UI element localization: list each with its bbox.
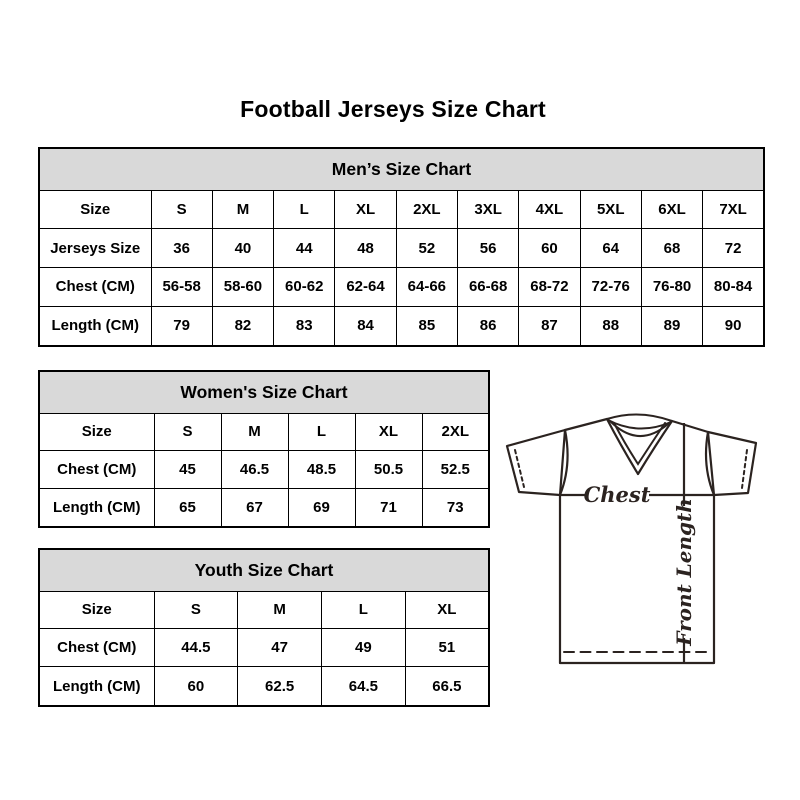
cell-value: 68	[641, 229, 702, 268]
row-label: Size	[39, 413, 154, 451]
cell-value: L	[322, 591, 406, 629]
cell-value: 89	[641, 306, 702, 346]
row-label: Jerseys Size	[39, 229, 151, 268]
cell-value: 60-62	[274, 267, 335, 306]
cell-value: 84	[335, 306, 396, 346]
cell-value: 82	[212, 306, 273, 346]
cell-value: 64	[580, 229, 641, 268]
cell-value: 46.5	[221, 451, 288, 489]
cell-value: 62.5	[238, 667, 322, 706]
cell-value: 76-80	[641, 267, 702, 306]
cell-value: 44.5	[154, 629, 238, 667]
table-row	[39, 190, 764, 229]
row-label: Size	[39, 591, 154, 629]
cell-value: 48	[335, 229, 396, 268]
table-row	[39, 451, 489, 489]
cell-value: XL	[355, 413, 422, 451]
cell-value: 83	[274, 306, 335, 346]
cell-value: 73	[422, 488, 489, 527]
cell-value: XL	[405, 591, 489, 629]
row-label: Length (CM)	[39, 306, 151, 346]
cell-value: 6XL	[641, 190, 702, 229]
row-label: Chest (CM)	[39, 629, 154, 667]
row-label: Length (CM)	[39, 488, 154, 527]
cell-value: 68-72	[519, 267, 580, 306]
table-row	[39, 267, 764, 306]
cell-value: 87	[519, 306, 580, 346]
cell-value: 56-58	[151, 267, 212, 306]
table-row	[39, 413, 489, 451]
cell-value: 80-84	[703, 267, 764, 306]
youth-size-table	[38, 548, 490, 707]
cell-value: 85	[396, 306, 457, 346]
cell-value: 60	[154, 667, 238, 706]
table-row	[39, 488, 489, 527]
cell-value: 64.5	[322, 667, 406, 706]
table-header-row	[39, 371, 489, 413]
cell-value: 66-68	[457, 267, 518, 306]
chest-label: Chest	[583, 482, 651, 507]
row-label: Chest (CM)	[39, 451, 154, 489]
jersey-measurement-diagram	[503, 402, 775, 679]
cell-value: S	[154, 413, 221, 451]
cell-value: 7XL	[703, 190, 764, 229]
size-table	[38, 147, 765, 347]
cell-value: 86	[457, 306, 518, 346]
cell-value: M	[212, 190, 273, 229]
cell-value: 71	[355, 488, 422, 527]
cell-value: 47	[238, 629, 322, 667]
cell-value: 4XL	[519, 190, 580, 229]
size-table	[38, 370, 490, 528]
cell-value: M	[238, 591, 322, 629]
table-title: Youth Size Chart	[39, 549, 489, 591]
cell-value: 67	[221, 488, 288, 527]
cell-value: S	[154, 591, 238, 629]
cell-value: 58-60	[212, 267, 273, 306]
cell-value: 79	[151, 306, 212, 346]
table-row	[39, 629, 489, 667]
table-row	[39, 306, 764, 346]
cell-value: 52	[396, 229, 457, 268]
page-title: Football Jerseys Size Chart	[240, 96, 546, 122]
table-row	[39, 667, 489, 706]
row-label: Chest (CM)	[39, 267, 151, 306]
cell-value: 51	[405, 629, 489, 667]
cell-value: 40	[212, 229, 273, 268]
table-header-row	[39, 549, 489, 591]
size-table	[38, 548, 490, 707]
mens-size-table	[38, 147, 765, 347]
cell-value: 3XL	[457, 190, 518, 229]
cell-value: 69	[288, 488, 355, 527]
cell-value: 72-76	[580, 267, 641, 306]
cell-value: S	[151, 190, 212, 229]
table-header-row	[39, 148, 764, 190]
table-row	[39, 591, 489, 629]
cell-value: 50.5	[355, 451, 422, 489]
jersey-left-sleeve	[507, 430, 565, 495]
cell-value: XL	[335, 190, 396, 229]
cell-value: 5XL	[580, 190, 641, 229]
collar-top-arc	[607, 414, 672, 421]
jersey-right-sleeve	[708, 432, 756, 495]
cell-value: M	[221, 413, 288, 451]
row-label: Length (CM)	[39, 667, 154, 706]
cell-value: 45	[154, 451, 221, 489]
cell-value: L	[288, 413, 355, 451]
cell-value: 65	[154, 488, 221, 527]
row-label: Size	[39, 190, 151, 229]
cell-value: 36	[151, 229, 212, 268]
cell-value: 72	[703, 229, 764, 268]
cell-value: 66.5	[405, 667, 489, 706]
cell-value: 44	[274, 229, 335, 268]
womens-size-table	[38, 370, 490, 528]
cell-value: 62-64	[335, 267, 396, 306]
cell-value: L	[274, 190, 335, 229]
table-title: Women's Size Chart	[39, 371, 489, 413]
cell-value: 49	[322, 629, 406, 667]
cell-value: 48.5	[288, 451, 355, 489]
cell-value: 2XL	[396, 190, 457, 229]
cell-value: 88	[580, 306, 641, 346]
front-length-label: Front Length	[672, 498, 696, 646]
table-row	[39, 229, 764, 268]
table-title: Men’s Size Chart	[39, 148, 764, 190]
cell-value: 64-66	[396, 267, 457, 306]
cell-value: 60	[519, 229, 580, 268]
cell-value: 2XL	[422, 413, 489, 451]
cell-value: 52.5	[422, 451, 489, 489]
cell-value: 56	[457, 229, 518, 268]
cell-value: 90	[703, 306, 764, 346]
